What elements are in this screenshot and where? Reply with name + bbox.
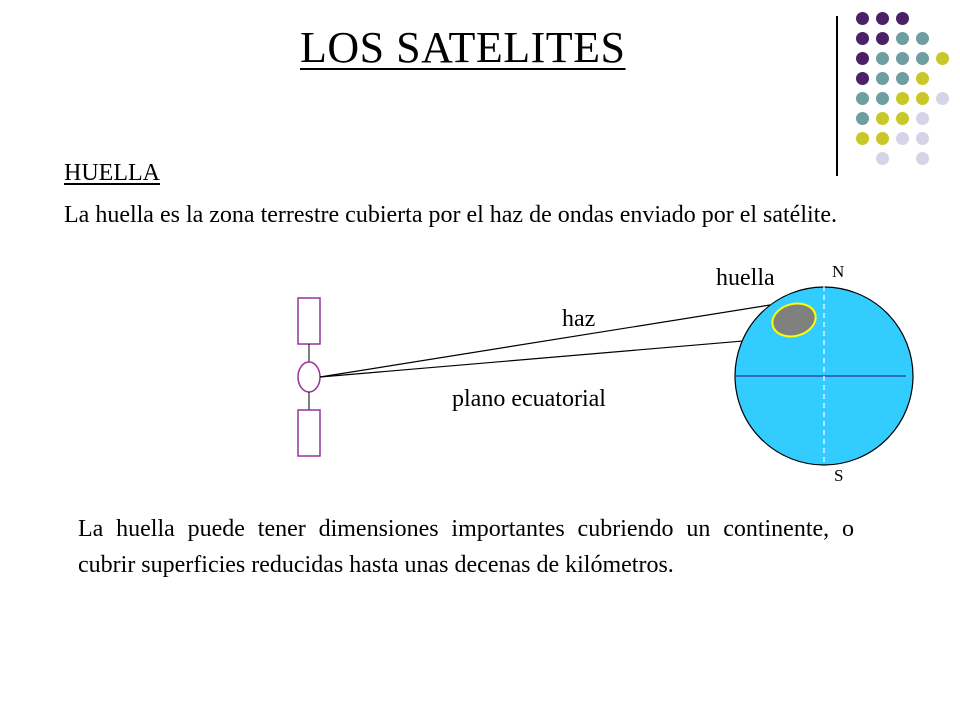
section-heading: HUELLA (64, 160, 160, 186)
beam-upper-edge (320, 305, 770, 377)
label-north-pole: N (832, 262, 845, 281)
label-equatorial-plane: plano ecuatorial (452, 386, 606, 412)
intro-paragraph: La huella es la zona terrestre cubierta por el haz de ondas enviado por el satélite. (64, 202, 837, 228)
conclusion-paragraph: La huella puede tener dimensiones importantes cubriendo un continente, o cubrir superficies reducidas hasta unas decenas de kilómetros. (78, 516, 854, 578)
label-beam: haz (562, 306, 596, 332)
label-south-pole: S (834, 466, 844, 485)
satellite-body (298, 362, 320, 392)
solar-panel-top (298, 298, 320, 344)
solar-panel-bottom (298, 410, 320, 456)
label-footprint: huella (716, 265, 775, 291)
satellite-icon (298, 298, 320, 456)
slide-title: LOS SATELITES (300, 23, 626, 72)
beam-lower-edge (320, 337, 790, 377)
